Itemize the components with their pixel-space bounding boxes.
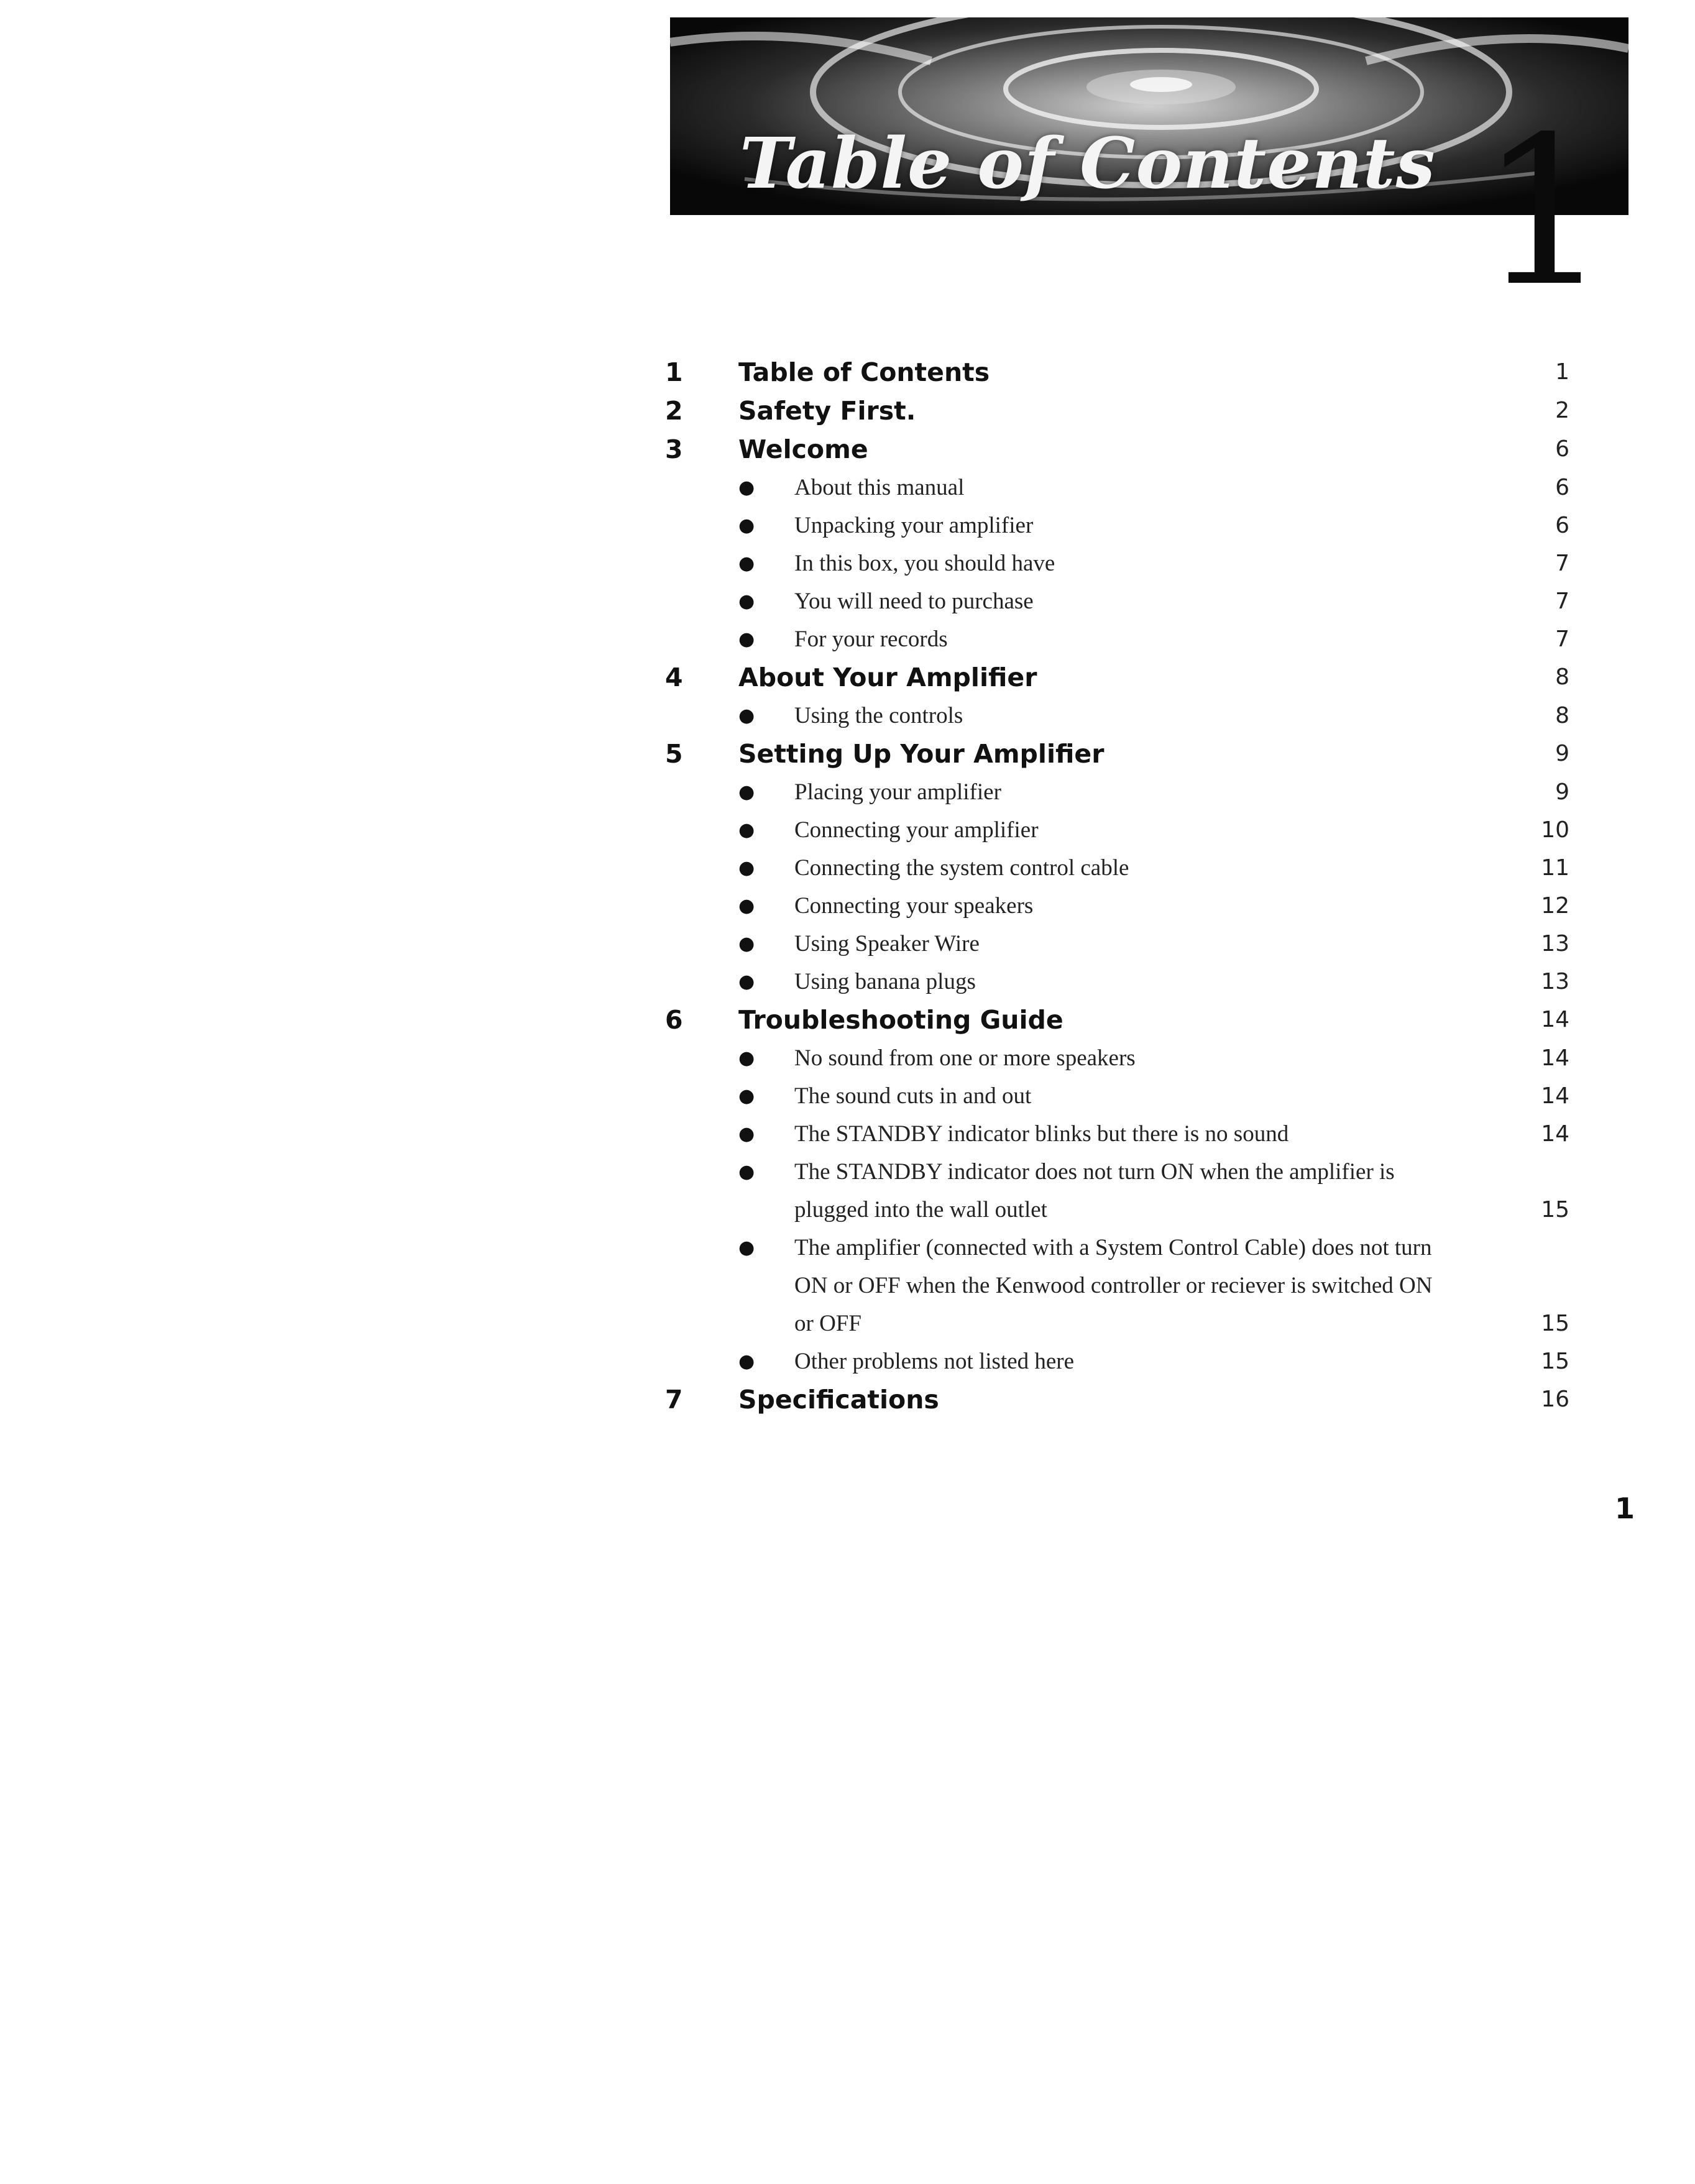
toc-section-row — [665, 353, 1569, 392]
toc-section-row — [665, 1380, 1569, 1419]
bullet-icon: ● — [738, 1047, 755, 1069]
toc-item-row — [665, 469, 1569, 507]
page-ref: 15 — [1541, 1197, 1569, 1223]
section-number: 4 — [665, 663, 683, 692]
toc-item-row — [665, 582, 1569, 620]
section-number: 6 — [665, 1005, 683, 1035]
item-title: The STANDBY indicator blinks but there is no sound — [794, 1121, 1289, 1147]
section-number: 2 — [665, 396, 683, 426]
toc-item-row — [665, 1342, 1569, 1380]
bullet-icon: ● — [738, 781, 755, 803]
item-title: For your records — [794, 626, 948, 652]
bullet-icon: ● — [738, 477, 755, 498]
bullet-icon: ● — [738, 1161, 755, 1183]
page-ref: 13 — [1541, 931, 1569, 957]
item-title: Other problems not listed here — [794, 1349, 1075, 1374]
page-ref: 13 — [1541, 969, 1569, 994]
bullet-icon: ● — [738, 1123, 755, 1145]
section-number: 5 — [665, 739, 683, 769]
page-ref: 6 — [1555, 513, 1569, 538]
toc-section-row — [665, 1001, 1569, 1039]
bullet-icon: ● — [738, 971, 755, 993]
toc-item-row — [665, 1153, 1569, 1229]
page-ref: 14 — [1541, 1083, 1569, 1109]
bullet-icon: ● — [738, 628, 755, 650]
page-ref: 9 — [1555, 741, 1569, 766]
toc-item-row — [665, 1229, 1569, 1342]
item-title: Using banana plugs — [794, 969, 976, 994]
toc-section-row — [665, 658, 1569, 697]
bullet-icon: ● — [738, 933, 755, 955]
section-title: About Your Amplifier — [738, 663, 1037, 692]
section-title: Welcome — [738, 434, 868, 464]
bullet-icon: ● — [738, 819, 755, 841]
page-ref: 7 — [1555, 551, 1569, 576]
bullet-icon: ● — [738, 515, 755, 536]
section-title: Setting Up Your Amplifier — [738, 739, 1105, 769]
toc-section-row — [665, 392, 1569, 430]
page-ref: 15 — [1541, 1349, 1569, 1374]
page-ref: 8 — [1555, 703, 1569, 728]
page-ref: 7 — [1555, 589, 1569, 614]
section-number: 1 — [665, 357, 683, 387]
toc-item-row — [665, 620, 1569, 658]
item-title: Placing your amplifier — [794, 779, 1001, 805]
toc-list — [665, 353, 1569, 1419]
bullet-icon: ● — [738, 895, 755, 917]
page-ref: 9 — [1555, 779, 1569, 805]
toc-item-row — [665, 887, 1569, 925]
item-title: No sound from one or more speakers — [794, 1045, 1136, 1071]
bullet-icon: ● — [738, 705, 755, 727]
section-number: 7 — [665, 1385, 683, 1415]
page-ref: 12 — [1541, 893, 1569, 919]
section-title: Table of Contents — [738, 357, 990, 387]
bullet-icon: ● — [738, 857, 755, 879]
page-ref: 14 — [1541, 1121, 1569, 1147]
item-title: About this manual — [794, 475, 965, 500]
toc-item-row — [665, 697, 1569, 735]
toc-item-row — [665, 544, 1569, 582]
toc-item-row — [665, 963, 1569, 1001]
section-number: 3 — [665, 434, 683, 464]
section-title: Specifications — [738, 1385, 939, 1415]
item-title: The STANDBY indicator does not turn ON when the amplifier is plugged into the wall outlet — [794, 1159, 1395, 1223]
page-ref: 14 — [1541, 1045, 1569, 1071]
bullet-icon: ● — [738, 590, 755, 612]
toc-item-row — [665, 1039, 1569, 1077]
page-ref: 6 — [1555, 475, 1569, 500]
page-number: 1 — [1614, 1492, 1635, 1525]
toc-item-row — [665, 773, 1569, 811]
page-ref: 14 — [1541, 1007, 1569, 1032]
page-ref: 8 — [1555, 664, 1569, 690]
item-title: The amplifier (connected with a System Control Cable) does not turn ON or OFF when the Kenwood controller or reciever is switched ON or OFF — [794, 1235, 1433, 1336]
page-ref: 1 — [1555, 359, 1569, 385]
toc-item-row — [665, 849, 1569, 887]
item-title: Connecting your speakers — [794, 893, 1034, 919]
toc-item-row — [665, 1115, 1569, 1153]
item-title: Using the controls — [794, 703, 963, 728]
page-ref: 15 — [1541, 1311, 1569, 1336]
toc-section-row — [665, 430, 1569, 469]
item-title: In this box, you should have — [794, 551, 1055, 576]
bullet-icon: ● — [738, 1085, 755, 1107]
page-ref: 2 — [1555, 398, 1569, 423]
item-title: Connecting your amplifier — [794, 817, 1039, 843]
page-ref: 11 — [1541, 855, 1569, 881]
page-ref: 7 — [1555, 626, 1569, 652]
toc-item-row — [665, 507, 1569, 544]
section-title: Safety First. — [738, 396, 916, 426]
bullet-icon: ● — [738, 1237, 755, 1259]
toc-item-row — [665, 925, 1569, 963]
page-ref: 6 — [1555, 436, 1569, 462]
item-title: Unpacking your amplifier — [794, 513, 1034, 538]
toc-item-row — [665, 1077, 1569, 1115]
section-title: Troubleshooting Guide — [738, 1005, 1063, 1035]
banner-title: Table of Contents — [740, 123, 1436, 204]
toc-section-row — [665, 735, 1569, 773]
item-title: You will need to purchase — [794, 589, 1034, 614]
chapter-number: 1 — [1479, 93, 1610, 331]
item-title: The sound cuts in and out — [794, 1083, 1032, 1109]
item-title: Using Speaker Wire — [794, 931, 980, 957]
toc-item-row — [665, 811, 1569, 849]
bullet-icon: ● — [738, 553, 755, 574]
bullet-icon: ● — [738, 1351, 755, 1372]
page-ref: 10 — [1541, 817, 1569, 843]
item-title: Connecting the system control cable — [794, 855, 1129, 881]
page-ref: 16 — [1541, 1387, 1569, 1412]
